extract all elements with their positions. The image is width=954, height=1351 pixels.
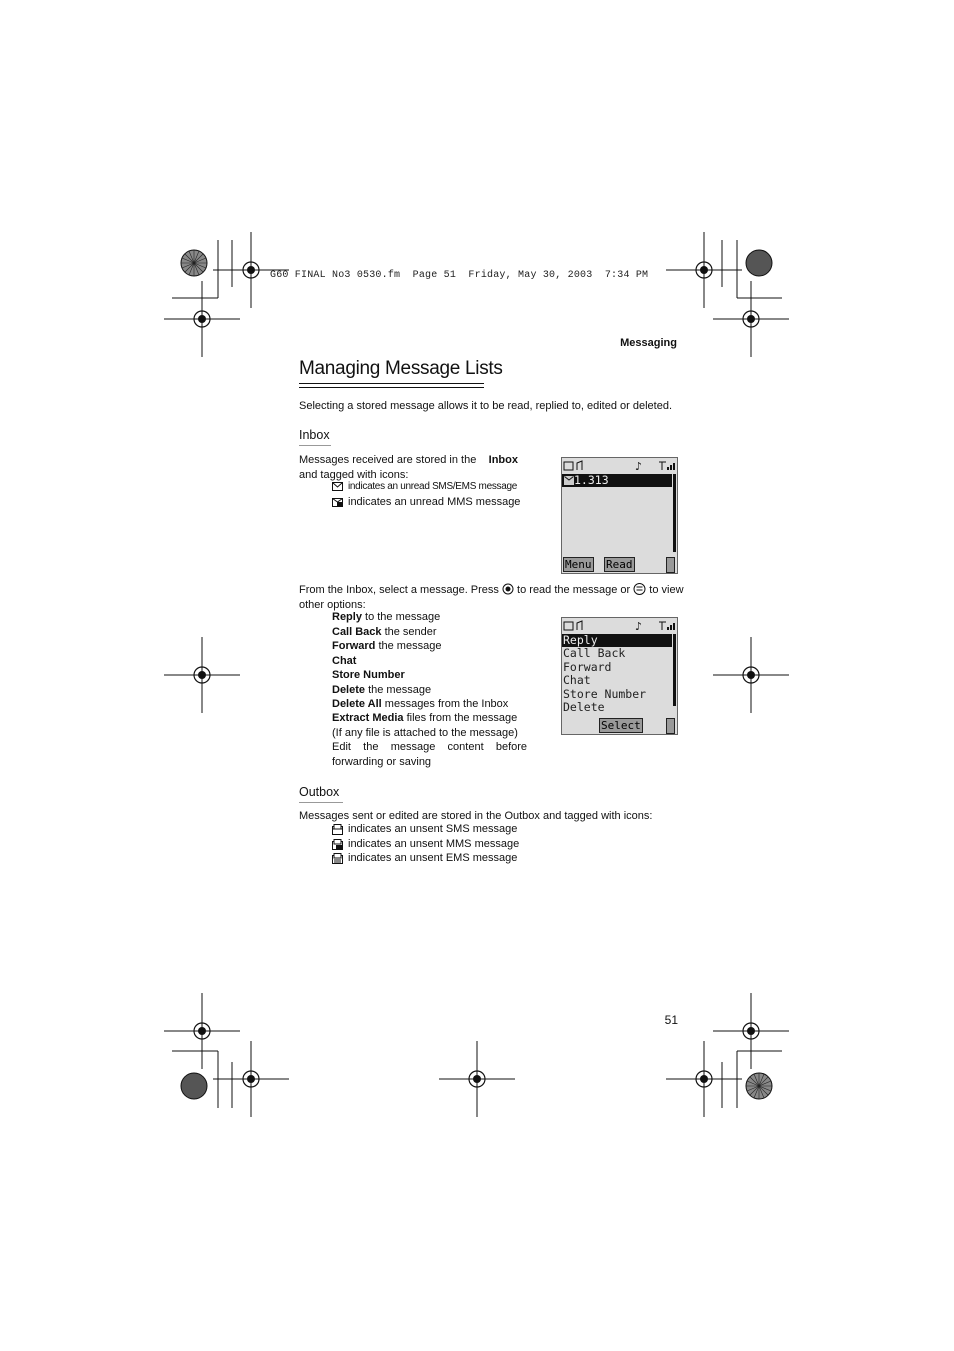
outbox-heading: Outbox	[299, 785, 340, 799]
option-item: Call Back the sender	[332, 626, 437, 638]
phone-screen-inbox	[561, 457, 678, 574]
option-note: Edit the message content before	[332, 741, 528, 753]
option-item: Reply to the message	[332, 611, 441, 623]
scrollbar[interactable]	[673, 634, 676, 706]
menu-item-delete[interactable]: Delete	[563, 700, 605, 715]
print-header: G60 FINAL No3 0530.fm Page 51 Friday, May 30, 2003 7:34 PM	[270, 270, 649, 281]
envelope-sms-icon	[564, 476, 574, 485]
outbox-icon-text: indicates an unsent SMS message	[348, 823, 518, 835]
svg-text:♪: ♪	[635, 460, 643, 472]
inbox-p1-cont: and tagged with icons:	[299, 468, 409, 481]
nav-key-icon	[502, 583, 514, 595]
option-item: Delete All messages from the Inbox	[332, 698, 509, 710]
read-softkey[interactable]: Read	[606, 558, 633, 571]
title-underline-2	[299, 387, 484, 388]
menu-item-reply[interactable]: Reply	[563, 633, 598, 647]
menu-item-call-back[interactable]: Call Back	[563, 646, 626, 661]
inbox-paragraph-2	[299, 583, 684, 612]
title-underline	[299, 383, 484, 384]
inbox-icon-row	[332, 496, 520, 508]
options-list	[563, 634, 671, 714]
scrollbar[interactable]	[673, 474, 676, 552]
inbox-icon-text: indicates an unread MMS message	[348, 496, 521, 508]
running-head: Messaging	[620, 337, 677, 349]
inbox-p2-text: From the Inbox, select a message. Press	[299, 584, 499, 596]
unsent-mms-icon	[332, 839, 343, 850]
inbox-icon-row	[332, 481, 517, 492]
svg-text:♪: ♪	[635, 620, 643, 632]
menu-item-forward[interactable]: Forward	[563, 659, 612, 674]
outbox-heading-rule	[299, 802, 343, 803]
menu-key-icon	[633, 583, 646, 595]
page-title: Managing Message Lists	[299, 358, 503, 379]
inbox-p2-cont: other options:	[299, 598, 366, 611]
right-softkey-icon[interactable]	[666, 718, 675, 734]
status-bar	[562, 620, 677, 632]
outbox-icon-row	[332, 823, 517, 835]
right-softkey-icon[interactable]	[666, 557, 675, 573]
option-note: forwarding or saving	[332, 756, 432, 768]
outbox-icon-text: indicates an unsent EMS message	[348, 852, 518, 864]
status-bar	[562, 460, 677, 472]
menu-item-store-number[interactable]: Store Number	[563, 686, 647, 701]
inbox-bold: Inbox	[488, 454, 518, 466]
inbox-p2-text: to view	[649, 584, 684, 596]
option-item: Delete the message	[332, 684, 432, 696]
option-item: Extract Media files from the message	[332, 712, 518, 724]
phone-screen-options	[561, 617, 678, 735]
option-item: Forward the message	[332, 640, 442, 652]
inbox-icon-text: indicates an unread SMS/EMS message	[348, 481, 518, 492]
unsent-sms-icon	[332, 824, 343, 835]
outbox-icon-text: indicates an unsent MMS message	[348, 838, 520, 850]
option-note: (If any file is attached to the message)	[332, 727, 518, 739]
inbox-paragraph	[299, 453, 518, 482]
outbox-icon-row	[332, 838, 519, 850]
unsent-ems-icon	[332, 853, 343, 864]
envelope-mms-icon	[332, 498, 343, 507]
selected-row[interactable]	[562, 474, 672, 487]
inbox-heading: Inbox	[299, 428, 330, 442]
select-softkey[interactable]: Select	[601, 719, 641, 732]
envelope-sms-icon	[332, 482, 343, 491]
outbox-icon-row	[332, 852, 517, 864]
message-list-item[interactable]: 1.313	[574, 473, 609, 487]
menu-item-chat[interactable]: Chat	[563, 673, 591, 688]
inbox-heading-rule	[299, 445, 331, 446]
inbox-p2-text: to read the message or	[517, 584, 631, 596]
intro-text: Selecting a stored message allows it to be read, replied to, edited or deleted.	[299, 400, 673, 412]
outbox-paragraph: Messages sent or edited are stored in the Outbox and tagged with icons:	[299, 810, 653, 822]
page-number: 51	[664, 1013, 678, 1027]
option-item: Store Number	[332, 669, 405, 681]
inbox-p1-text: Messages received are stored in the	[299, 454, 477, 466]
menu-softkey[interactable]: Menu	[565, 558, 592, 571]
option-item: Chat	[332, 655, 357, 667]
